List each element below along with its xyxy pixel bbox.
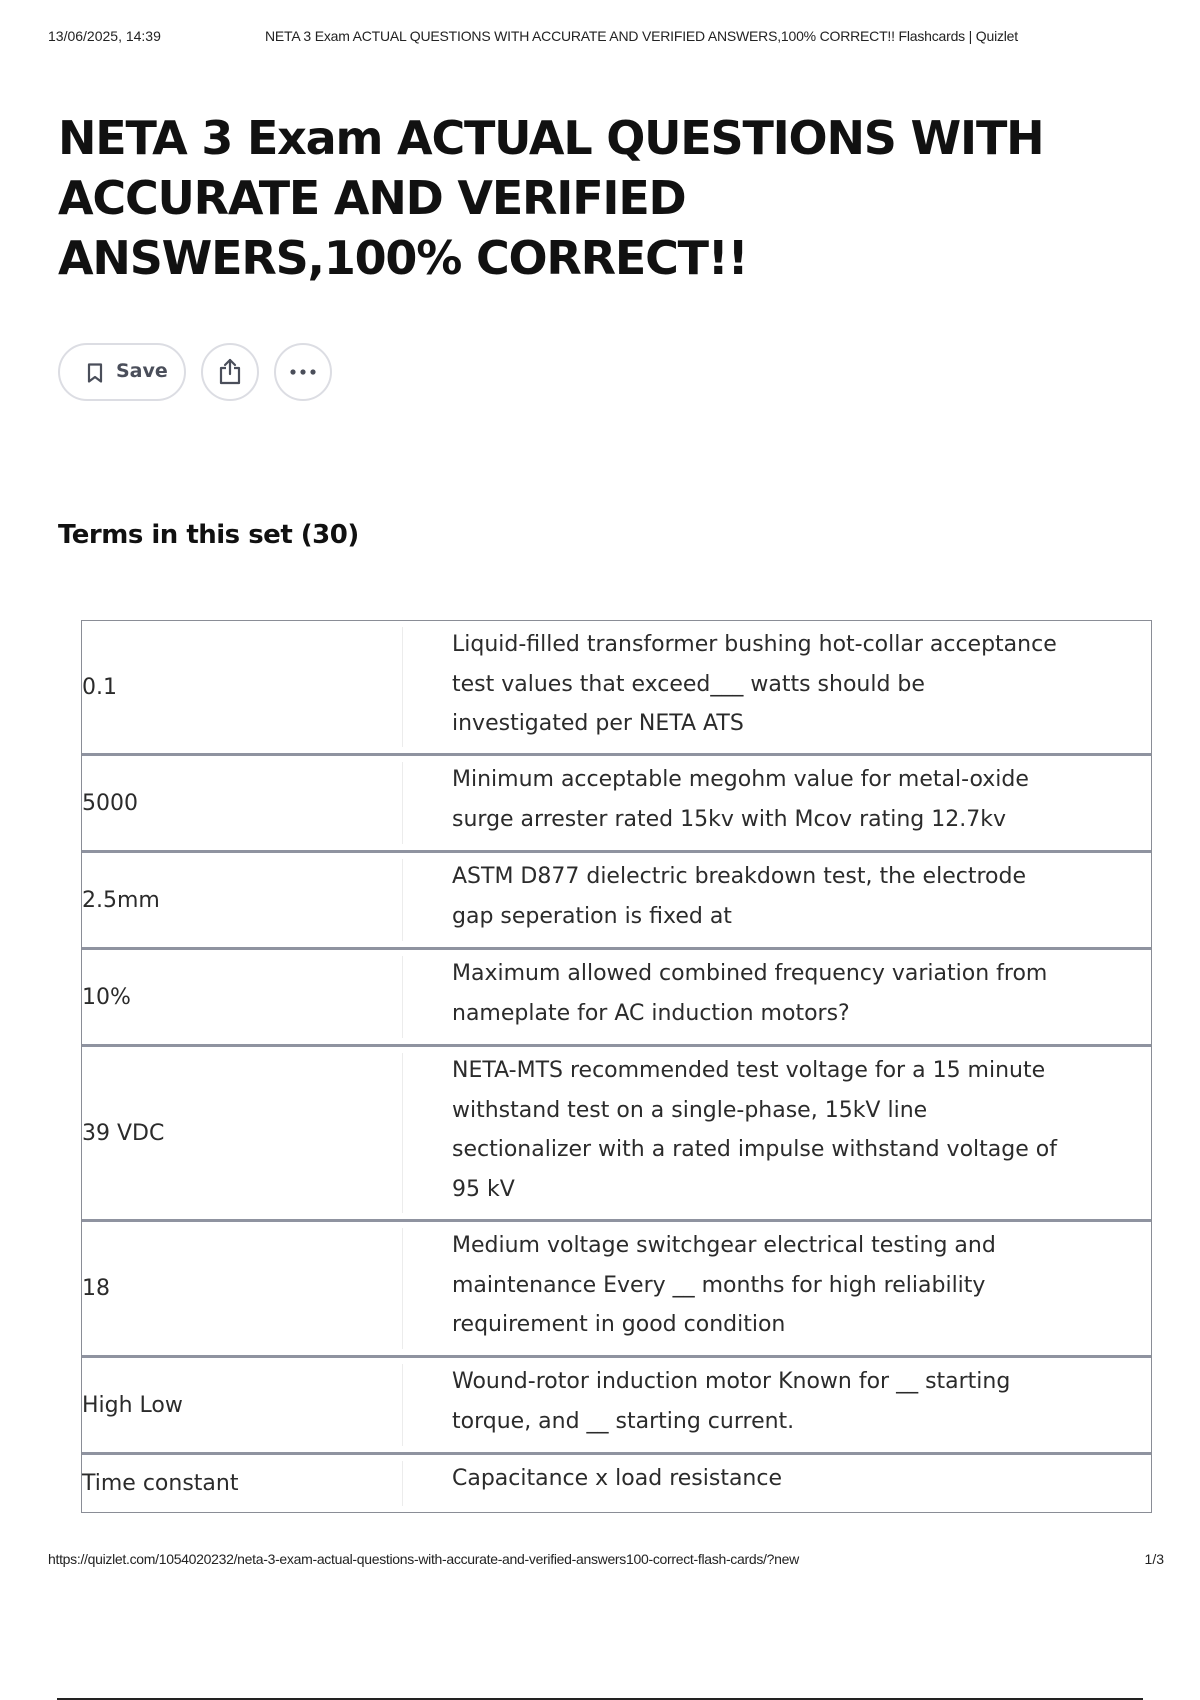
term-text: Time constant (82, 1471, 239, 1496)
term-text: High Low (82, 1392, 183, 1418)
definition-text: Minimum acceptable megohm value for metal-oxide surge arrester rated 15kv with Mcov rating 12.7kv (452, 767, 1029, 832)
terms-table (81, 620, 1152, 1513)
definition-text: Capacitance x load resistance (452, 1466, 783, 1491)
term-text: 39 VDC (82, 1120, 165, 1146)
term-row (82, 1222, 1151, 1358)
term-row (82, 621, 1151, 756)
page-title: NETA 3 Exam ACTUAL QUESTIONS WITH ACCURATE AND VERIFIED ANSWERS,100% CORRECT!! (58, 111, 1044, 285)
more-options-button[interactable] (274, 343, 332, 401)
definition-text: NETA-MTS recommended test voltage for a 15 minute withstand test on a single-phase, 15kV line sectionalizer with a rated impulse withstand voltage of 95 kV (452, 1058, 1057, 1202)
print-document-title: NETA 3 Exam ACTUAL QUESTIONS WITH ACCURATE AND VERIFIED ANSWERS,100% CORRECT!! Flashcards | Quizlet (265, 28, 1018, 44)
term-text: 18 (82, 1276, 110, 1301)
term-row (82, 1047, 1151, 1222)
share-button[interactable] (201, 343, 259, 401)
share-icon (217, 358, 243, 386)
term-row (82, 853, 1151, 950)
column-divider (402, 1228, 403, 1349)
definition-text: Maximum allowed combined frequency variation from nameplate for AC induction motors? (452, 961, 1048, 1026)
print-header (48, 28, 1152, 50)
column-divider (402, 762, 403, 844)
print-datetime: 13/06/2025, 14:39 (48, 28, 161, 44)
term-row (82, 1455, 1151, 1512)
print-url: https://quizlet.com/1054020232/neta-3-exam-actual-questions-with-accurate-and-verified-answers100-correct-flash-cards/?new (48, 1551, 799, 1567)
terms-heading: Terms in this set (30) (58, 520, 359, 550)
column-divider (402, 859, 403, 941)
definition-text: Wound-rotor induction motor Known for __ starting torque, and __ starting current. (452, 1369, 1011, 1434)
column-divider (402, 627, 403, 747)
column-divider (402, 1364, 403, 1446)
save-button-label: Save (116, 360, 168, 382)
term-text: 0.1 (82, 674, 117, 700)
term-text: 2.5mm (82, 887, 160, 913)
page-number: 1/3 (1144, 1551, 1164, 1567)
definition-text: Liquid-filled transformer bushing hot-collar acceptance test values that exceed___ watts should be investigated per NETA ATS (452, 632, 1057, 736)
bookmark-icon (87, 363, 103, 388)
print-footer (48, 1551, 1164, 1571)
term-text: 10% (82, 984, 131, 1010)
definition-text: Medium voltage switchgear electrical testing and maintenance Every __ months for high reliability requirement in good condition (452, 1233, 996, 1337)
column-divider (402, 956, 403, 1038)
more-horizontal-icon (289, 368, 317, 376)
column-divider (402, 1053, 403, 1213)
column-divider (402, 1461, 403, 1506)
save-button[interactable] (58, 343, 186, 401)
term-row (82, 1358, 1151, 1455)
definition-text: ASTM D877 dielectric breakdown test, the electrode gap seperation is fixed at (452, 864, 1026, 929)
term-row (82, 950, 1151, 1047)
term-row (82, 756, 1151, 853)
term-text: 5000 (82, 790, 138, 816)
